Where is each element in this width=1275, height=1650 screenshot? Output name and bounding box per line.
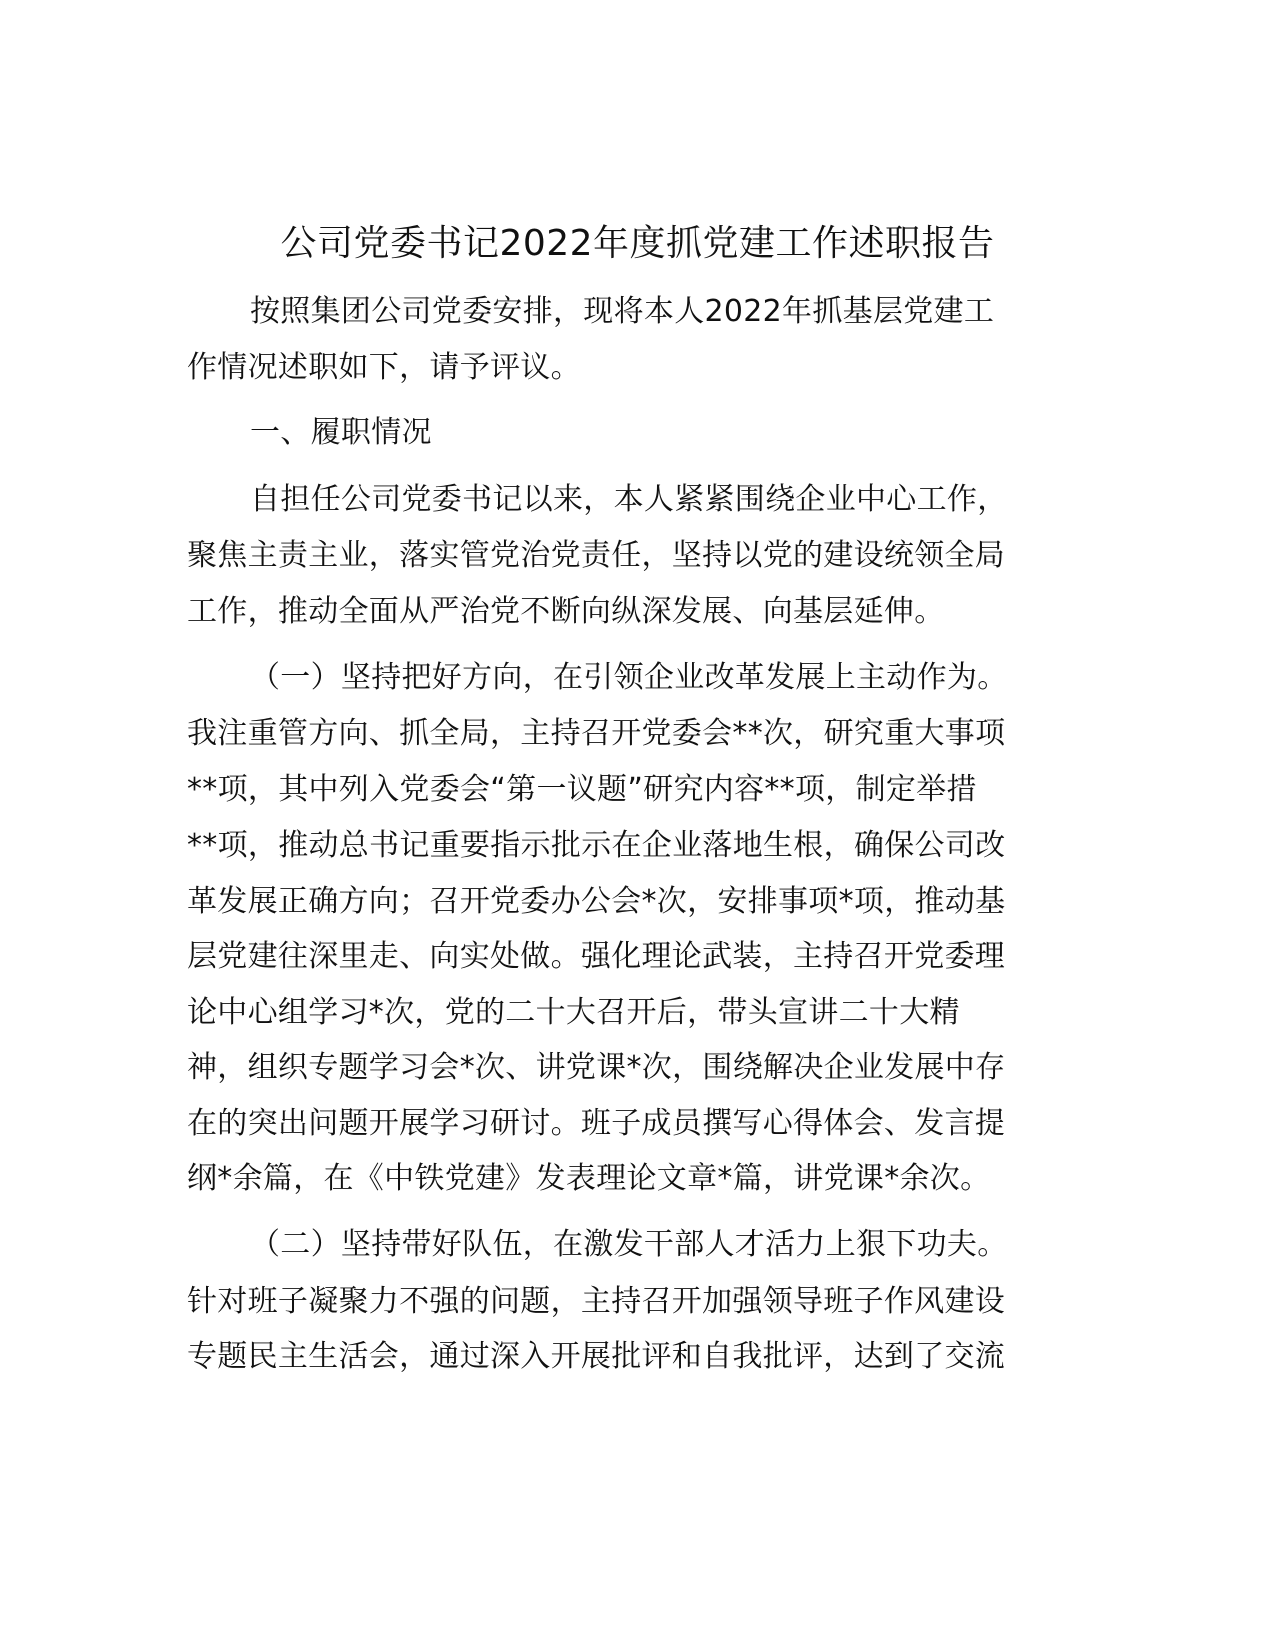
document-title: 公司党委书记2022年度抓党建工作述职报告 — [280, 223, 995, 264]
paragraph-line: 层党建往深里走、向实处做。强化理论武装，主持召开党委理 — [187, 939, 1006, 974]
paragraph-line: 自担任公司党委书记以来，本人紧紧围绕企业中心工作， — [250, 482, 1008, 517]
subsection-heading: （二）坚持带好队伍，在激发干部人才活力上狠下功夫。 — [250, 1227, 1008, 1262]
paragraph-line: **项，其中列入党委会“第一议题”研究内容**项，制定举措 — [187, 772, 977, 807]
paragraph-line: 工作，推动全面从严治党不断向纵深发展、向基层延伸。 — [187, 594, 945, 629]
paragraph-line: 在的突出问题开展学习研讨。班子成员撰写心得体会、发言提 — [187, 1106, 1006, 1141]
section-heading: 一、履职情况 — [250, 415, 432, 450]
paragraph-line: 聚焦主责主业，落实管党治党责任，坚持以党的建设统领全局 — [187, 538, 1006, 573]
paragraph-line: 神，组织专题学习会*次、讲党课*次，围绕解决企业发展中存 — [187, 1050, 1006, 1085]
paragraph-line: 作情况述职如下，请予评议。 — [187, 350, 581, 385]
paragraph-line: 我注重管方向、抓全局，主持召开党委会**次，研究重大事项 — [187, 716, 1006, 751]
paragraph-line: 针对班子凝聚力不强的问题，主持召开加强领导班子作风建设 — [187, 1284, 1006, 1319]
paragraph-line: 革发展正确方向；召开党委办公会*次，安排事项*项，推动基 — [187, 884, 1006, 919]
subsection-heading: （一）坚持把好方向，在引领企业改革发展上主动作为。 — [250, 660, 1008, 695]
paragraph-line: **项，推动总书记重要指示批示在企业落地生根，确保公司改 — [187, 828, 1006, 863]
paragraph-line: 按照集团公司党委安排，现将本人2022年抓基层党建工 — [250, 294, 995, 329]
paragraph-line: 论中心组学习*次，党的二十大召开后，带头宣讲二十大精 — [187, 995, 960, 1030]
paragraph-line: 专题民主生活会，通过深入开展批评和自我批评，达到了交流 — [187, 1339, 1006, 1374]
paragraph-line: 纲*余篇，在《中铁党建》发表理论文章*篇，讲党课*余次。 — [187, 1161, 991, 1196]
